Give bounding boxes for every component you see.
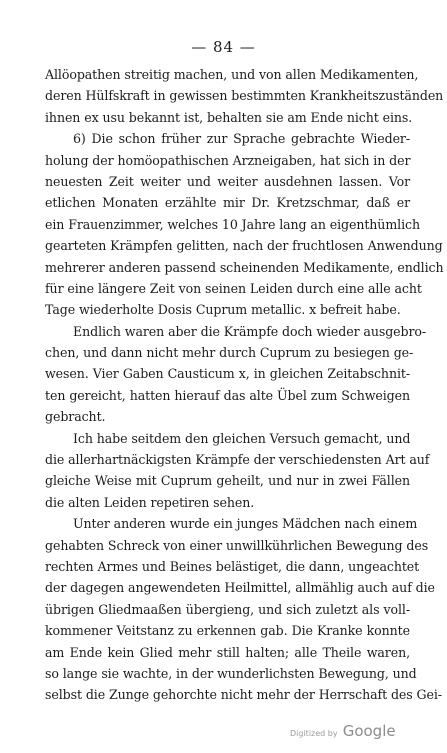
text-line: ein Frauenzimmer, welches 10 Jahre lang an eigenthümlich [45,216,420,232]
text-line: neuesten Zeit weiter und weiter ausdehnen lassen. Vor [45,173,410,189]
digitized-by-google-watermark [290,721,396,740]
text-line: wesen. Vier Gaben Causticum x, in gleichen Zeitabschnit- [45,366,410,382]
body-text [45,64,444,706]
text-line: 6) Die schon früher zur Sprache gebrachte Wieder- [73,131,410,147]
text-line: so lange sie wachte, in der wunderlichsten Bewegung, und [45,665,417,681]
text-line: am Ende kein Glied mehr still halten; alle Theile waren, [45,644,410,660]
text-line: ihnen ex usu bekannt ist, behalten sie am Ende nicht eins. [45,109,413,125]
text-line: Tage wiederholte Dosis Cuprum metallic. x befreit habe. [45,302,401,318]
text-line: chen, und dann nicht mehr durch Cuprum zu besiegen ge- [45,345,414,361]
text-line: rechten Armes und Beines belästiget, die dann, ungeachtet [45,558,420,574]
text-line: der dagegen angewendeten Heilmittel, allmählig auch auf die [45,580,435,596]
text-line: die allerhartnäckigsten Krämpfe der verschiedensten Art auf [45,452,430,468]
text-line: etlichen Monaten erzählte mir Dr. Kretzschmar, daß er [45,195,410,211]
text-line: gleiche Weise mit Cuprum geheilt, und nur in zwei Fällen [45,473,410,489]
page-number: — 84 — [191,38,256,56]
text-line: mehrerer anderen passend scheinenden Medikamente, endlich [45,259,444,275]
text-line: Endlich waren aber die Krämpfe doch wieder ausgebro- [73,323,427,339]
google-logo: Google [342,722,396,740]
text-line: übrigen Gliedmaaßen übergieng, und sich zuletzt als voll- [45,601,410,617]
text-line: die alten Leiden repetiren sehen. [45,494,255,510]
text-line: Unter anderen wurde ein junges Mädchen nach einem [73,516,418,532]
text-line: gearteten Krämpfen gelitten, nach der fruchtlosen Anwendung [45,238,443,254]
text-line: Ich habe seitdem den gleichen Versuch gemacht, und [73,430,411,446]
text-line: deren Hülfskraft in gewissen bestimmten Krankheitszuständen [45,88,444,104]
text-line: ten gereicht, hatten hierauf das alte Übel zum Schweigen [45,387,410,403]
text-line: kommener Veitstanz zu erkennen gab. Die Kranke konnte [45,623,410,639]
text-line: gehabten Schreck von einer unwillkührlichen Bewegung des [45,537,429,553]
text-line: für eine längere Zeit von seinen Leiden durch eine alle acht [45,280,422,296]
text-line: selbst die Zunge gehorchte nicht mehr der Herrschaft des Gei- [45,687,442,703]
text-line: holung der homöopathischen Arzneigaben, hat sich in der [45,152,411,168]
text-line: gebracht. [45,409,106,425]
text-line: Allöopathen streitig machen, und von allen Medikamenten, [45,67,419,82]
digitized-label: Digitized by [290,729,338,738]
